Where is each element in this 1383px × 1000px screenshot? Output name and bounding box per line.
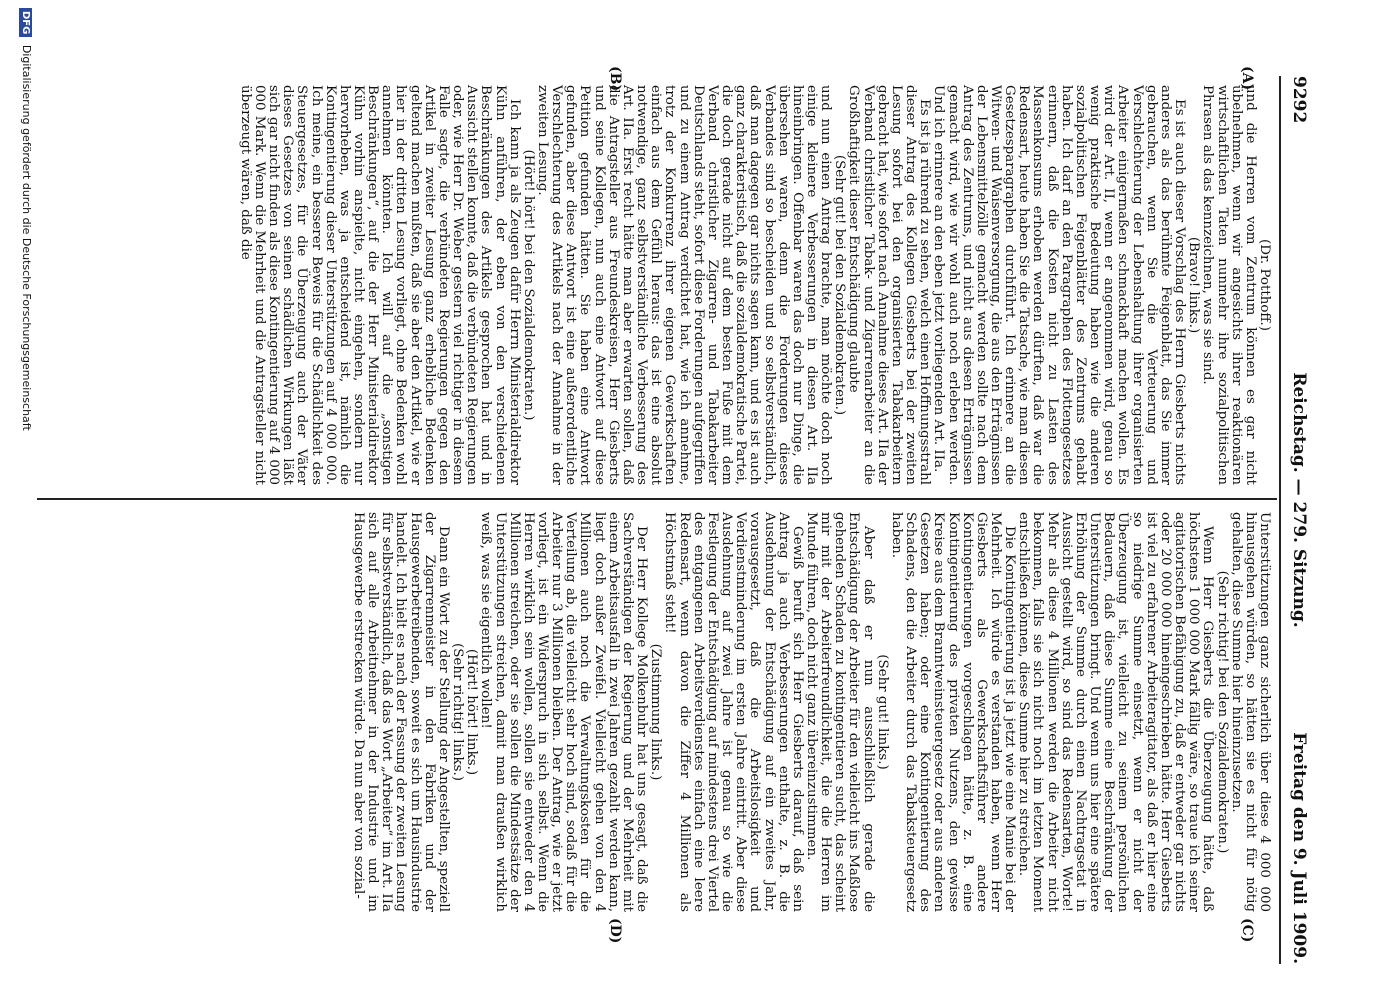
- interjection: (Sehr gut! links.): [874, 654, 890, 770]
- margin-marker-c: (C): [1239, 918, 1255, 943]
- paragraph: und die Herren vom Zentrum können es gar nicht übelnehmen, wenn wir angesichts ihrer reaktionären wirtschaftlichen Taten nunmehr ihre sozialpolitischen Phrasen als das kennzeichnen, was sie sind.: [1200, 85, 1258, 485]
- paragraph: und nun einen Antrag brachte, man möchte doch noch einige kleinere Verbesserungen in diesen Art. IIa hineinbringen. Offenbar waren das doch nur Dinge, die übersehen waren, denn die Forderungen dieses Verbandes sind so bescheiden und so selbstverständlich, daß man dagegen gar nichts sagen kann, und es ist auch ganz charakteristisch, daß die sozialdemokratische Partei, die doch gerade nicht auf dem besten Fuße mit dem Verband christlicher Zigarren- und Tabakarbeiter Deutschlands steht, sofort diese Forderungen aufgegriffen und zu einem Antrag verdichtet hat, wie ich annehme, trotz der Konkurrenz ihrer eigenen Gewerkschaften einfach aus dem Gefühl heraus: das ist eine absolut notwendige, ganz selbstverständliche Verbesserung des Art. IIa. Erst recht hätte man aber erwarten sollen, daß die Antragsteller aus Freundeskreisen, Herr Giesberts und seine Kollegen, nun auch eine Antwort auf diese Petition gefunden hätten. Sie haben eine Antwort gefunden, aber diese Antwort ist eine außerordentliche Verschlechterung des Artikels nach der Annahme in der zweiten Lesung.: [535, 85, 834, 485]
- running-head: Reichstag. — 279. Sitzung.: [1289, 372, 1309, 628]
- left-text-column: [238, 85, 1271, 485]
- paragraph: Die Kontingentierung ist ja jetzt wie eine Manie bei der Mehrheit. Ich würde es verstanden haben, wenn Herr Giesberts als Gewerkschaftsführer andere Kontingentierungen vorgeschlagen hätte, z. B. eine Kontingentierung des privaten Nutzens, den gewisse Kreise aus dem Branntweinsteuergesetz oder aus anderen Gesetzen haben; oder eine Kontingentierung des Schadens, den die Arbeiter durch das Tabaksteuergesetz haben.: [888, 512, 1018, 912]
- interjection: (Sehr richtig! links.): [450, 643, 466, 781]
- interjection: (Bravo! links.): [1186, 236, 1202, 334]
- header-rule: [1279, 76, 1281, 964]
- paragraph: Es ist auch dieser Vorschlag des Herrn Giesberts nichts anderes als das berühmte Feigenblatt, das Sie immer gebrauchen, wenn Sie die Verteuerung und Verschlechterung der Lebenshaltung ihrer organisierten Arbeiter einigermaßen schmackhaft machen wollen. Es wird der Art. II, wenn er angenommen wird, genau so wenig praktische Bedeutung haben wie die anderen sozialpolitischen Feigenblätter des Zentrums gehabt haben. Ich darf an den Paragraphen des Flottengesetzes erinnern, daß die Kosten nicht zu Lasten des Massenkonsums erhoben werden dürften, daß war die Redensart, heute haben Sie die Tatsache, wie man diesen Gesetzesparagraphen durchführt. Ich erinnere an die Witwen- und Waisenversorgung, die aus den Erträgnissen der Lebensmittelzölle gemacht werden sollte nach dem Antrag des Zentrums, und nicht aus diesen Erträgnissen gemacht wird, wie wir wohl auch noch erleben werden. Und ich erinnere an den eben jetzt vorliegenden Art. IIa.: [931, 85, 1188, 485]
- interjection: (Sehr gut! bei den Sozialdemokraten.): [832, 154, 848, 416]
- margin-marker-b: (B): [607, 66, 623, 92]
- interjection: (Hört! hört! links.): [464, 648, 480, 776]
- dfg-logo: DFG: [19, 8, 32, 37]
- paragraph: Gewiß beruft sich Herr Giesberts darauf, daß sein Antrag ja auch Verbesserungen enthalte, z. B. die Ausdehnung der Entschädigung auf ein zweites Jahr, vorausgesetzt, daß die Arbeitslosigkeit und Verdienstminderung im ersten Jahre eintritt. Aber diese Ausdehnung auf zwei Jahre ist genau so wie die Festlegung der Entschädigung auf mindestens drei Viertel des entgangenen Arbeitsverdienstes einfach eine leere Redensart, wenn davon die Ziffer 4 Millionen als Höchstmaß steht!: [662, 512, 805, 912]
- interjection: (Zustimmung links.): [648, 643, 664, 781]
- page-number: 9292: [1289, 76, 1309, 124]
- paragraph: Dann ein Wort zu der Stellung der Angestellten, speziell der Zigarrenmeister in den Fabriken und der Hausgewerbetreibenden, soweit es sich um Hausindustrie handelt. Ich hielt es nach der Fassung der zweiten Lesung für selbstverständlich, daß das Wort „Arbeiter“ im Art. IIa sich auf alle Arbeitnehmer in der Industrie und im Hausgewerbe erstrecken würde. Da nun aber von sozial-: [351, 512, 451, 912]
- paragraph: Ich kann ja als Zeugen dafür Herrn Ministerialdirektor Kühn anführen, der eben von den verschiedenen Beschränkungen des Artikels gesprochen hat und in Aussicht stellen konnte, daß die verbündeten Regierungen oder, wie Herr Dr. Weber gestern viel richtiger in diesem Falle sagte, die verbündeten Regierungen gegen den Artikel in zweiter Lesung ganz erhebliche Bedenken geltend machen mußten, daß sie aber den Artikel, wie er hier in der dritten Lesung vorliegt, ohne Bedenken wohl annehmen könnten. Ich will auf die „sonstigen Beschränkungen“, auf die der Herr Ministerialdirektor Kühn vorhin anspielte, nicht eingehen, sondern nur hervorheben, was ja entscheidend ist, nämlich die Kontingentierung dieser Unterstützungen auf 4 000 000. Ich meine, ein besserer Beweis für die Schädlichkeit des Steuergesetzes, für die Überzeugung auch der Väter dieses Gesetzes von seinen schädlichen Wirkungen läßt sich gar nicht finden als diese Kontingentierung auf 4 000 000 Mark. Wenn die Mehrheit und die Antragsteller nicht überzeugt wären, daß die: [237, 85, 522, 485]
- paragraph: Der Herr Kollege Molkenbuhr hat uns gesagt, daß die Sachverständigen der Regierung und der Mehrheit mit einem Arbeitsausfall in zwei Jahren gezahlt werden kann, liegt doch außer Zweifel. Vielleicht gehen von den 4 Millionen auch noch die Verwaltungskosten für die Verteilung ab, die vielleicht sehr hoch sind, sodaß für die Arbeiter nur 3 Millionen bleiben. Der Antrag, wie er jetzt vorliegt, ist ein Widerspruch in sich selbst. Wenn die Herren wirklich sein wollen, sollen sie entweder den 4 Millionen streichen, oder sie sollen die Mindestsätze der Unterstützungen streichen, damit man draußen wirklich weiß, was sie eigentlich wollen!: [478, 512, 650, 912]
- paragraph: Es ist ja rührend zu sehen, welch einen Hoffnungsstrahl dieser Antrag des Kollegen Giesberts bei der zweiten Lesung sofort bei den organisierten Tabakarbeitern gebracht hat, wie sofort nach Annahme dieses Art. IIa der Verband christlicher Tabak- und Zigarrenarbeiter an die Großhaftigkeit dieser Entschädigung glaubte: [846, 85, 933, 485]
- right-text-column: [351, 512, 1271, 912]
- margin-marker-d: (D): [607, 918, 623, 944]
- column-divider: [37, 498, 1277, 500]
- digitization-credit: [15, 0, 33, 1000]
- interjection: (Hört! hört! bei den Sozialdemokraten.): [520, 149, 536, 421]
- speaker-label: (Dr. Potthoff.): [1257, 239, 1272, 331]
- credit-text: Digitalisierung gefördert durch die Deutsche Forschungsgemeinschaft: [20, 44, 33, 431]
- paragraph: Unterstützungen ganz sicherlich über diese 4 000 000 hinausgehen würden, so hätten sie es nicht für nötig gehalten, diese Summe hier hineinzusetzen.: [1228, 512, 1272, 912]
- session-date: Freitag den 9. Juli 1909.: [1289, 732, 1309, 964]
- paragraph: Wenn Herr Giesberts die Überzeugung hätte, daß höchstens 1 000 000 Mark fällig wäre, so traue ich seiner agitatorischen Befähigung zu, daß er entweder gar nichts oder 20 000 000 hineingeschrieben hätte. Herr Giesberts ist viel zu erfahrener Arbeiteragitator, als daß er hier eine so niedrige Summe einsetzt, wenn er nicht der Überzeugung ist, vielleicht zu seinem persönlichen Bedauern, daß diese Summe eine Beschränkung der Unterstützungen bringt. Und wenn uns hier eine spätere Erhöhung der Summe durch einen Nachtragsetat in Aussicht gestellt wird, so sind das Redensarten, Worte! Mehr als diese 4 Millionen werden die Arbeiter nicht bekommen, falls sie sich nicht noch im letzten Moment entschließen können, diese Summe hier zu streichen.: [1016, 512, 1216, 912]
- paragraph: Aber daß er nun ausschließlich gerade die Entschädigung der Arbeiter für den vielleicht ins Maßlose gehenden Schaden zu kontingentieren sucht, das scheint mir mit der Arbeiterfreundlichkeit, die die Herren im Munde führen, doch nicht ganz übereinzustimmen.: [804, 512, 876, 912]
- interjection: (Sehr richtig! bei den Sozialdemokraten.): [1214, 570, 1230, 854]
- margin-marker-a: (A): [1239, 66, 1255, 91]
